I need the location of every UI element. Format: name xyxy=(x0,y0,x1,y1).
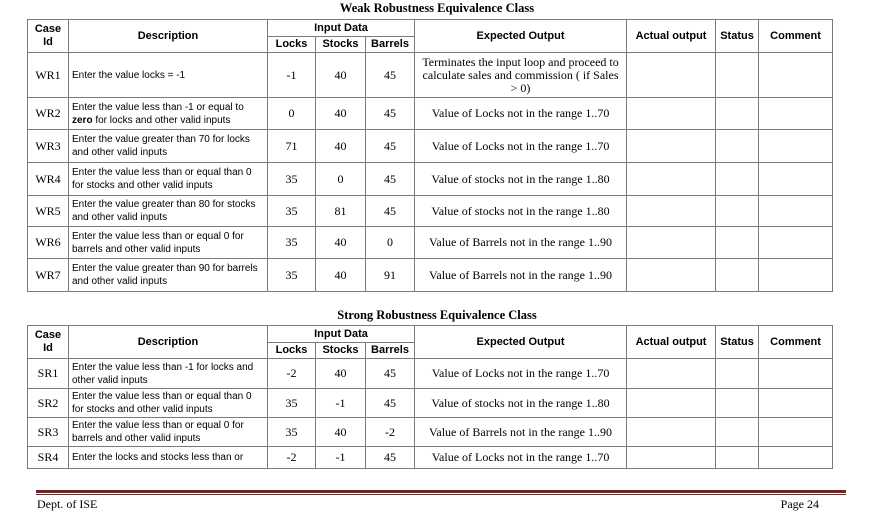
status-cell xyxy=(716,227,759,259)
comment-cell xyxy=(759,359,833,389)
table-row xyxy=(28,53,833,98)
expected-output-cell: Value of Locks not in the range 1..70 xyxy=(415,359,627,389)
actual-output-cell xyxy=(627,359,716,389)
table-row xyxy=(28,98,833,130)
header-input-data: Input Data xyxy=(268,326,415,343)
stocks-cell: 0 xyxy=(316,163,366,196)
case-id: SR2 xyxy=(28,389,69,418)
expected-output-cell: Value of Locks not in the range 1..70 xyxy=(415,447,627,469)
description-cell: Enter the value less than or equal 0 for barrels and other valid inputs xyxy=(69,418,268,447)
strong-robustness-table xyxy=(27,325,833,469)
stocks-cell: 81 xyxy=(316,196,366,227)
description-cell: Enter the value greater than 80 for stocks and other valid inputs xyxy=(69,196,268,227)
weak-table-title: Weak Robustness Equivalence Class xyxy=(339,1,535,15)
actual-output-cell xyxy=(627,98,716,130)
status-cell xyxy=(716,130,759,163)
actual-output-cell xyxy=(627,389,716,418)
expected-output-cell: Terminates the input loop and proceed to calculate sales and commission ( if Sales > 0) xyxy=(415,53,627,98)
locks-cell: 0 xyxy=(268,98,316,130)
actual-output-cell xyxy=(627,196,716,227)
expected-output-cell: Value of stocks not in the range 1..80 xyxy=(415,163,627,196)
status-cell xyxy=(716,447,759,469)
case-id: SR3 xyxy=(28,418,69,447)
locks-cell: 35 xyxy=(268,389,316,418)
footer-page-number: Page 24 xyxy=(780,497,819,511)
description-cell: Enter the value less than -1 or equal to zero for locks and other valid inputs xyxy=(69,98,268,130)
barrels-cell: -2 xyxy=(366,418,415,447)
comment-cell xyxy=(759,53,833,98)
case-id: SR1 xyxy=(28,359,69,389)
stocks-cell: 40 xyxy=(316,259,366,292)
locks-cell: 71 xyxy=(268,130,316,163)
table-row xyxy=(28,130,833,163)
header-stocks: Stocks xyxy=(316,343,366,359)
status-cell xyxy=(716,163,759,196)
case-id: WR1 xyxy=(28,53,69,98)
expected-output-cell: Value of Barrels not in the range 1..90 xyxy=(415,418,627,447)
comment-cell xyxy=(759,196,833,227)
header-status: Status xyxy=(716,326,759,359)
comment-cell xyxy=(759,447,833,469)
stocks-cell: 40 xyxy=(316,359,366,389)
header-actual-output: Actual output xyxy=(627,326,716,359)
case-id: SR4 xyxy=(28,447,69,469)
expected-output-cell: Value of Locks not in the range 1..70 xyxy=(415,130,627,163)
status-cell xyxy=(716,389,759,418)
stocks-cell: 40 xyxy=(316,130,366,163)
expected-output-cell: Value of Locks not in the range 1..70 xyxy=(415,98,627,130)
header-expected-output: Expected Output xyxy=(415,326,627,359)
strong-header-row-1 xyxy=(28,326,833,343)
locks-cell: 35 xyxy=(268,163,316,196)
table-row xyxy=(28,259,833,292)
status-cell xyxy=(716,196,759,227)
description-cell: Enter the value greater than 70 for locks and other valid inputs xyxy=(69,130,268,163)
description-cell: Enter the value less than or equal than 0 for stocks and other valid inputs xyxy=(69,389,268,418)
footer-department: Dept. of ISE xyxy=(37,497,98,511)
table-row xyxy=(28,389,833,418)
header-status: Status xyxy=(716,20,759,53)
expected-output-cell: Value of Barrels not in the range 1..90 xyxy=(415,227,627,259)
description-cell: Enter the value less than or equal 0 for barrels and other valid inputs xyxy=(69,227,268,259)
stocks-cell: 40 xyxy=(316,53,366,98)
comment-cell xyxy=(759,227,833,259)
case-id: WR6 xyxy=(28,227,69,259)
header-case-id: Case Id xyxy=(28,326,69,359)
description-cell: Enter the value greater than 90 for barrels and other valid inputs xyxy=(69,259,268,292)
status-cell xyxy=(716,98,759,130)
header-expected-output: Expected Output xyxy=(415,20,627,53)
weak-header-row-1 xyxy=(28,20,833,37)
comment-cell xyxy=(759,389,833,418)
status-cell xyxy=(716,53,759,98)
header-locks: Locks xyxy=(268,343,316,359)
locks-cell: 35 xyxy=(268,196,316,227)
footer-rule-thin xyxy=(36,494,846,495)
actual-output-cell xyxy=(627,163,716,196)
barrels-cell: 45 xyxy=(366,389,415,418)
strong-table-title: Strong Robustness Equivalence Class xyxy=(337,308,537,322)
table-row xyxy=(28,359,833,389)
case-id: WR3 xyxy=(28,130,69,163)
table-row xyxy=(28,418,833,447)
description-cell: Enter the locks and stocks less than or xyxy=(69,447,268,469)
barrels-cell: 91 xyxy=(366,259,415,292)
stocks-cell: -1 xyxy=(316,447,366,469)
stocks-cell: 40 xyxy=(316,98,366,130)
header-description: Description xyxy=(69,20,268,53)
status-cell xyxy=(716,359,759,389)
weak-robustness-table xyxy=(27,19,833,292)
stocks-cell: 40 xyxy=(316,418,366,447)
comment-cell xyxy=(759,130,833,163)
header-actual-output: Actual output xyxy=(627,20,716,53)
case-id: WR4 xyxy=(28,163,69,196)
actual-output-cell xyxy=(627,130,716,163)
locks-cell: 35 xyxy=(268,259,316,292)
header-comment: Comment xyxy=(759,326,833,359)
footer-rule-thick xyxy=(36,490,846,493)
actual-output-cell xyxy=(627,53,716,98)
table-row xyxy=(28,447,833,469)
barrels-cell: 0 xyxy=(366,227,415,259)
case-id: WR5 xyxy=(28,196,69,227)
locks-cell: -1 xyxy=(268,53,316,98)
expected-output-cell: Value of stocks not in the range 1..80 xyxy=(415,389,627,418)
comment-cell xyxy=(759,259,833,292)
expected-output-cell: Value of stocks not in the range 1..80 xyxy=(415,196,627,227)
header-barrels: Barrels xyxy=(366,37,415,53)
barrels-cell: 45 xyxy=(366,196,415,227)
table-row xyxy=(28,163,833,196)
status-cell xyxy=(716,418,759,447)
stocks-cell: -1 xyxy=(316,389,366,418)
table-row xyxy=(28,196,833,227)
locks-cell: -2 xyxy=(268,359,316,389)
barrels-cell: 45 xyxy=(366,53,415,98)
actual-output-cell xyxy=(627,447,716,469)
barrels-cell: 45 xyxy=(366,98,415,130)
header-description: Description xyxy=(69,326,268,359)
expected-output-cell: Value of Barrels not in the range 1..90 xyxy=(415,259,627,292)
locks-cell: -2 xyxy=(268,447,316,469)
description-cell: Enter the value less than or equal than 0 for stocks and other valid inputs xyxy=(69,163,268,196)
locks-cell: 35 xyxy=(268,227,316,259)
barrels-cell: 45 xyxy=(366,447,415,469)
header-case-id: Case Id xyxy=(28,20,69,53)
header-input-data: Input Data xyxy=(268,20,415,37)
barrels-cell: 45 xyxy=(366,359,415,389)
actual-output-cell xyxy=(627,418,716,447)
stocks-cell: 40 xyxy=(316,227,366,259)
case-id: WR2 xyxy=(28,98,69,130)
table-row xyxy=(28,227,833,259)
description-cell: Enter the value locks = -1 xyxy=(69,53,268,98)
barrels-cell: 45 xyxy=(366,163,415,196)
comment-cell xyxy=(759,418,833,447)
status-cell xyxy=(716,259,759,292)
actual-output-cell xyxy=(627,259,716,292)
comment-cell xyxy=(759,163,833,196)
comment-cell xyxy=(759,98,833,130)
header-stocks: Stocks xyxy=(316,37,366,53)
locks-cell: 35 xyxy=(268,418,316,447)
description-cell: Enter the value less than -1 for locks and other valid inputs xyxy=(69,359,268,389)
header-locks: Locks xyxy=(268,37,316,53)
header-barrels: Barrels xyxy=(366,343,415,359)
header-comment: Comment xyxy=(759,20,833,53)
barrels-cell: 45 xyxy=(366,130,415,163)
actual-output-cell xyxy=(627,227,716,259)
case-id: WR7 xyxy=(28,259,69,292)
